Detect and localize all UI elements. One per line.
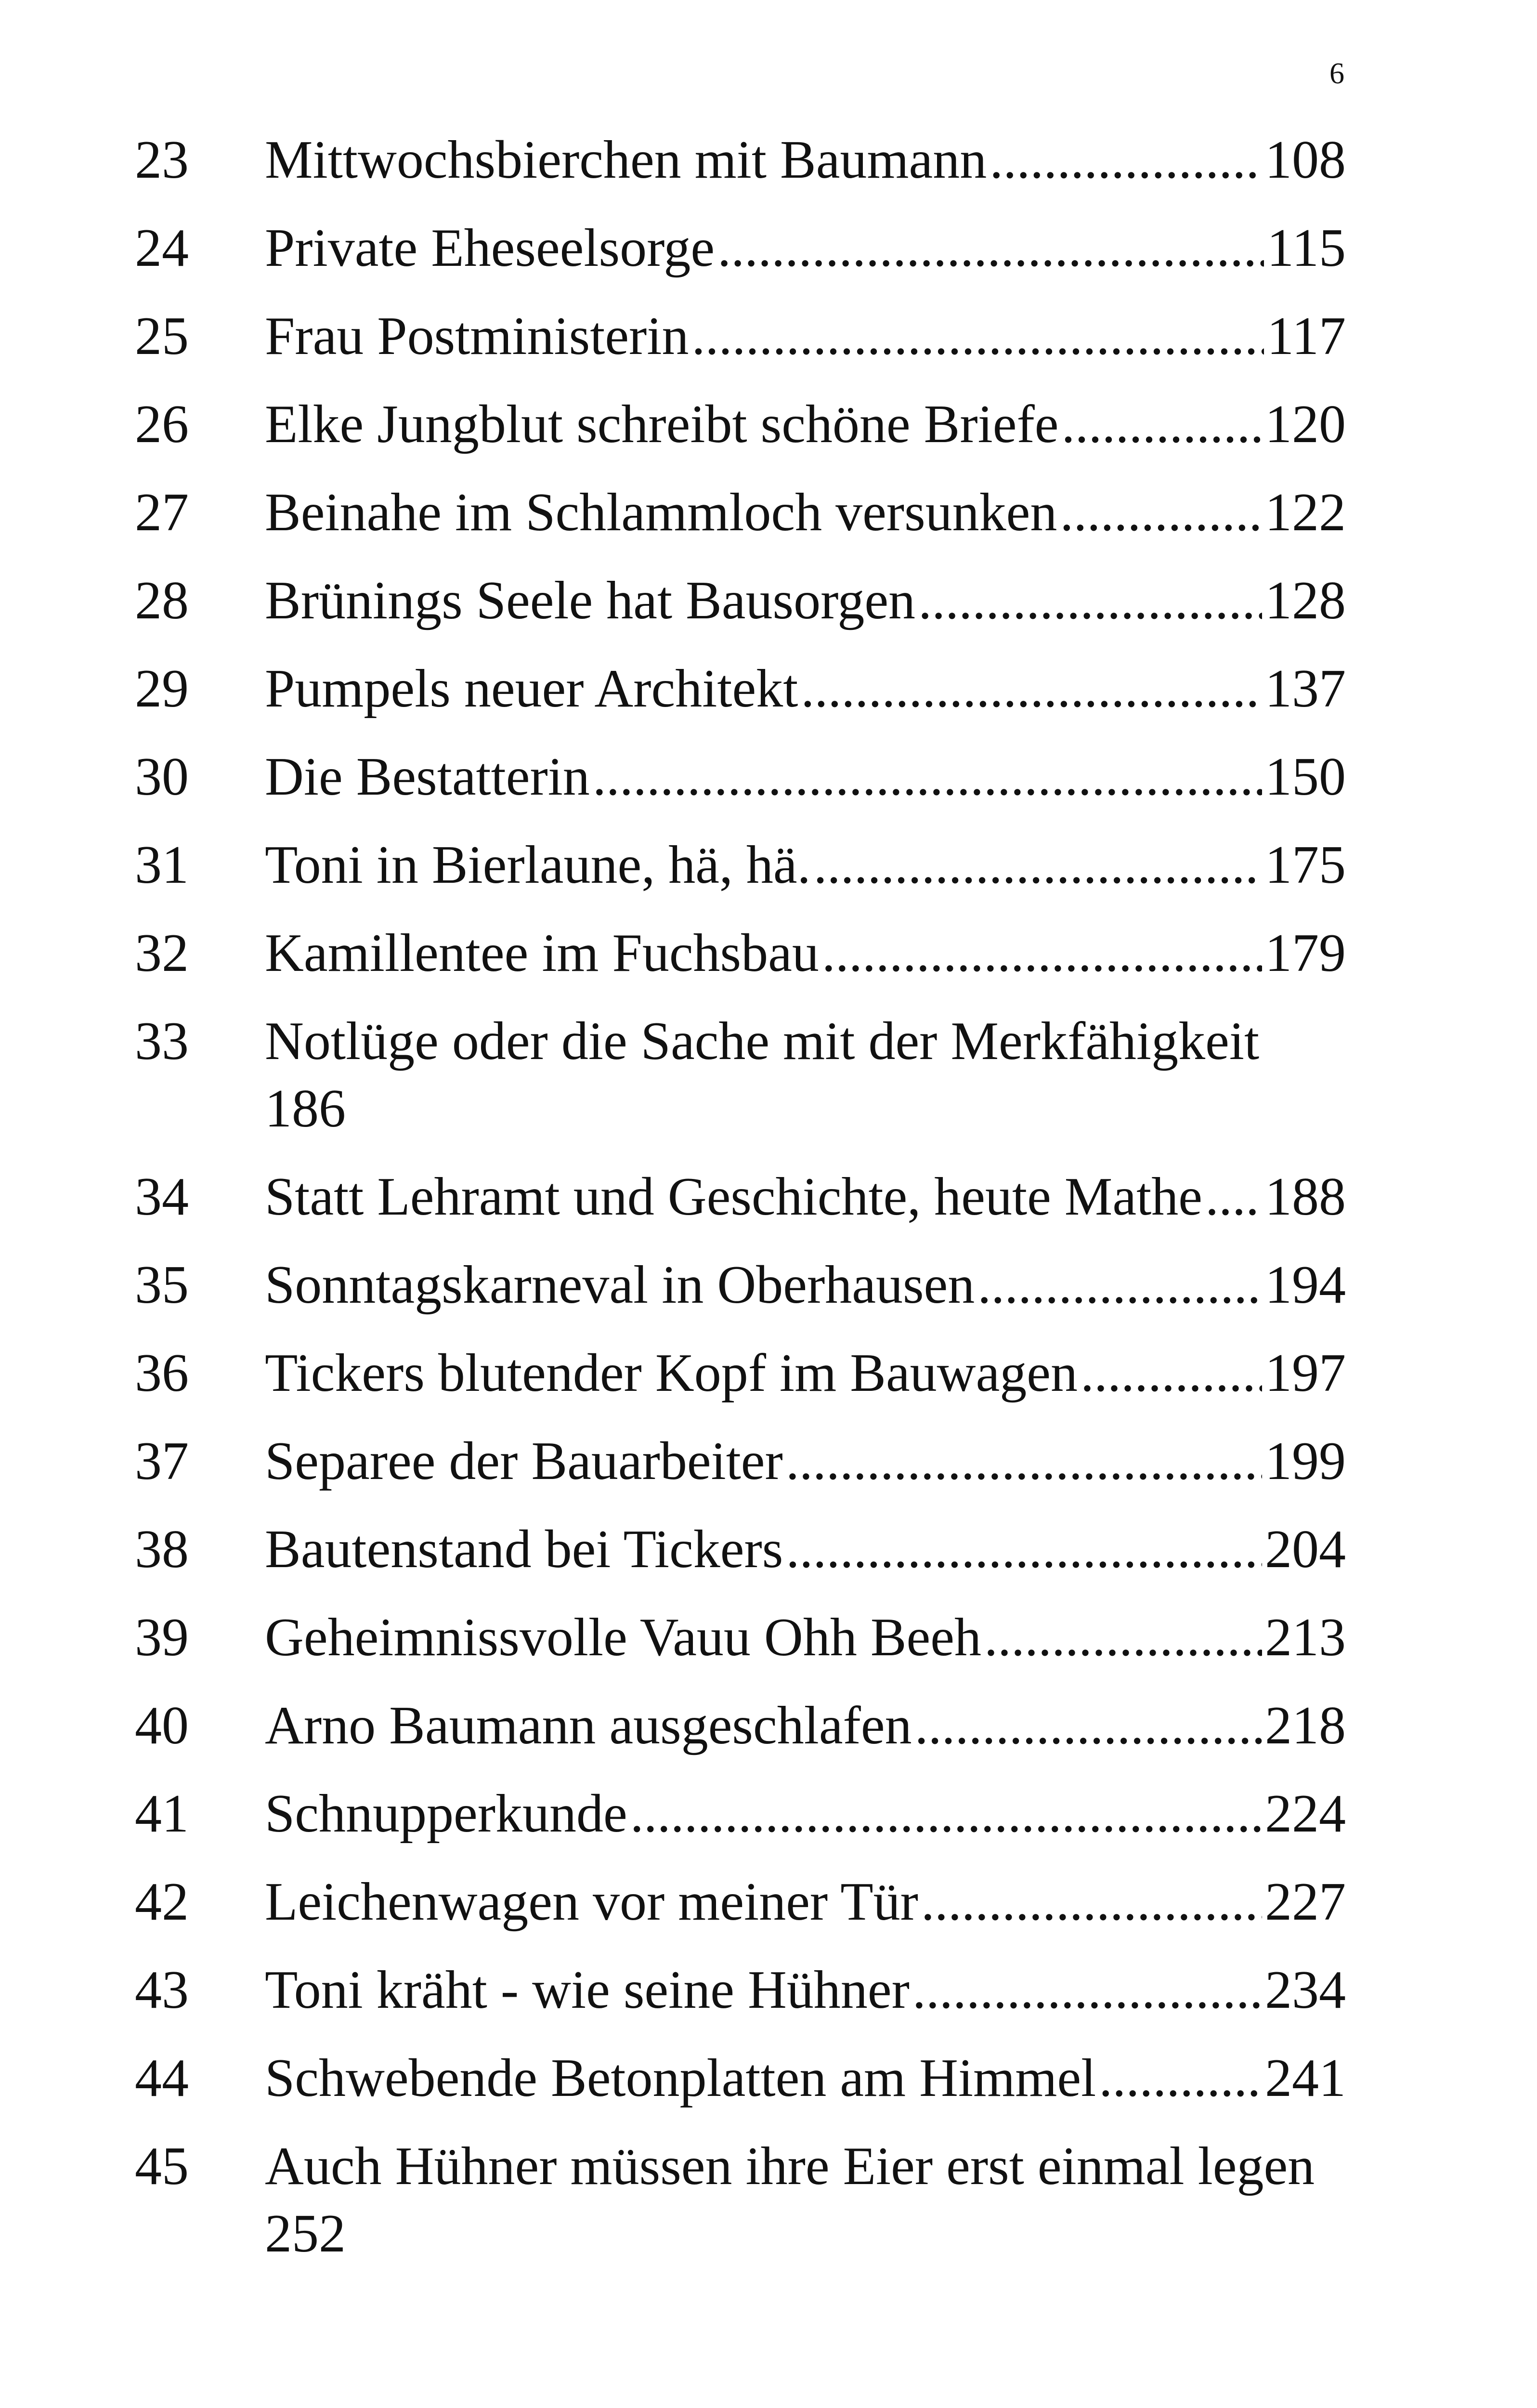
page-number: 6 <box>1329 57 1344 90</box>
toc-entry <box>135 391 1346 458</box>
toc-entry <box>135 479 1346 546</box>
chapter-title: Die Bestatterin <box>265 747 590 807</box>
toc-entry <box>135 1780 1346 1847</box>
chapter-number: 42 <box>135 1872 189 1932</box>
chapter-page-number: 120 <box>1265 394 1346 454</box>
chapter-title: Statt Lehramt und Geschichte, heute Mathe <box>265 1167 1202 1227</box>
chapter-number: 41 <box>135 1784 189 1844</box>
chapter-page-number: 117 <box>1267 306 1346 366</box>
chapter-title: Bautenstand bei Tickers <box>265 1519 783 1579</box>
chapter-title: Beinahe im Schlammloch versunken <box>265 483 1057 542</box>
chapter-entry-body <box>265 831 1346 899</box>
chapter-page-number: 137 <box>1265 659 1346 719</box>
chapter-entry-body <box>265 1692 1346 1759</box>
dot-leader <box>630 1780 1262 1847</box>
chapter-title: Toni kräht - wie seine Hühner <box>265 1960 910 2020</box>
toc-entry <box>135 1163 1346 1230</box>
chapter-title: Arno Baumann ausgeschlafen <box>265 1696 912 1755</box>
chapter-entry-body <box>265 1163 1346 1230</box>
chapter-title: Private Eheseelsorge <box>265 218 715 278</box>
chapter-page-number: 252 <box>265 2204 346 2264</box>
chapter-number: 26 <box>135 394 189 454</box>
toc-entry <box>135 214 1346 282</box>
chapter-number: 45 <box>135 2136 189 2196</box>
chapter-number: 39 <box>135 1608 189 1667</box>
chapter-title: Notlüge oder die Sache mit der Merkfähigkeit <box>265 1011 1260 1071</box>
chapter-title: Pumpels neuer Architekt <box>265 659 798 719</box>
toc-entry <box>135 1516 1346 1583</box>
chapter-number: 43 <box>135 1960 189 2020</box>
toc-entry <box>135 1427 1346 1495</box>
toc-entry <box>135 1956 1346 2024</box>
chapter-title: Mittwochsbierchen mit Baumann <box>265 130 987 190</box>
toc-entry <box>135 2044 1346 2112</box>
chapter-page-number: 213 <box>1265 1608 1346 1667</box>
toc-entry <box>135 1604 1346 1671</box>
dot-leader <box>1061 391 1262 458</box>
toc-entry <box>135 126 1346 194</box>
dot-leader <box>717 214 1264 282</box>
chapter-title: Schnupperkunde <box>265 1784 627 1844</box>
toc-entry <box>135 2133 1346 2267</box>
dot-leader <box>1081 1339 1262 1407</box>
chapter-title: Schwebende Betonplatten am Himmel <box>265 2048 1096 2108</box>
toc-entry <box>135 743 1346 811</box>
chapter-page-number: 188 <box>1265 1167 1346 1227</box>
chapter-entry-body <box>265 479 1346 546</box>
chapter-page-number: 204 <box>1265 1519 1346 1579</box>
chapter-number: 38 <box>135 1519 189 1579</box>
dot-leader <box>977 1251 1262 1319</box>
dot-leader <box>915 1692 1262 1759</box>
chapter-number: 36 <box>135 1343 189 1403</box>
chapter-entry-body <box>265 1868 1346 1936</box>
chapter-entry-body <box>265 1516 1346 1583</box>
chapter-entry-body <box>265 1251 1346 1319</box>
dot-leader <box>822 919 1262 987</box>
dot-leader <box>1060 479 1262 546</box>
chapter-page-number: 224 <box>1265 1784 1346 1844</box>
chapter-entry-body <box>265 302 1346 370</box>
toc-entry <box>135 655 1346 722</box>
chapter-title: Frau Postministerin <box>265 306 689 366</box>
chapter-number: 34 <box>135 1167 189 1227</box>
chapter-entry-body <box>265 1008 1346 1142</box>
chapter-page-number: 234 <box>1265 1960 1346 2020</box>
chapter-title: Brünings Seele hat Bausorgen <box>265 571 916 630</box>
chapter-entry-body <box>265 391 1346 458</box>
chapter-number: 25 <box>135 306 189 366</box>
chapter-number: 33 <box>135 1011 189 1071</box>
chapter-page-number: 241 <box>1265 2048 1346 2108</box>
dot-leader <box>593 743 1262 811</box>
chapter-number: 30 <box>135 747 189 807</box>
chapter-entry-body <box>265 1339 1346 1407</box>
chapter-page-number: 122 <box>1265 483 1346 542</box>
chapter-page-number: 199 <box>1265 1431 1346 1491</box>
toc-entry <box>135 302 1346 370</box>
chapter-number: 40 <box>135 1696 189 1755</box>
chapter-entry-body <box>265 2133 1346 2267</box>
chapter-number: 31 <box>135 835 189 895</box>
dot-leader <box>786 1516 1262 1583</box>
dot-leader <box>801 655 1262 722</box>
chapter-number: 32 <box>135 923 189 983</box>
dot-leader <box>912 1956 1262 2024</box>
dot-leader <box>786 1427 1262 1495</box>
chapter-entry-body <box>265 743 1346 811</box>
chapter-page-number: 150 <box>1265 747 1346 807</box>
chapter-entry-body <box>265 126 1346 194</box>
chapter-number: 35 <box>135 1255 189 1315</box>
toc-entry <box>135 831 1346 899</box>
chapter-page-number: 186 <box>265 1079 346 1139</box>
chapter-number: 28 <box>135 571 189 630</box>
chapter-number: 27 <box>135 483 189 542</box>
toc-entry <box>135 919 1346 987</box>
table-of-contents <box>135 126 1346 2288</box>
chapter-entry-body <box>265 2044 1346 2112</box>
chapter-page-number: 197 <box>1265 1343 1346 1403</box>
toc-entry <box>135 1008 1346 1142</box>
chapter-number: 44 <box>135 2048 189 2108</box>
chapter-entry-body <box>265 1604 1346 1671</box>
toc-entry <box>135 1692 1346 1759</box>
chapter-title: Toni in Bierlaune, hä, hä. <box>265 835 811 895</box>
dot-leader <box>921 1868 1262 1936</box>
chapter-number: 37 <box>135 1431 189 1491</box>
chapter-entry-body <box>265 1427 1346 1495</box>
dot-leader <box>984 1604 1262 1671</box>
chapter-entry-body <box>265 214 1346 282</box>
chapter-entry-body <box>265 1956 1346 2024</box>
dot-leader <box>814 831 1262 899</box>
dot-leader <box>918 567 1262 634</box>
chapter-page-number: 218 <box>1265 1696 1346 1755</box>
chapter-title: Auch Hühner müssen ihre Eier erst einmal legen <box>265 2136 1315 2196</box>
chapter-page-number: 194 <box>1265 1255 1346 1315</box>
chapter-page-number: 115 <box>1267 218 1346 278</box>
chapter-page-number: 227 <box>1265 1872 1346 1932</box>
chapter-entry-body <box>265 655 1346 722</box>
dot-leader <box>691 302 1264 370</box>
toc-entry <box>135 1251 1346 1319</box>
chapter-number: 29 <box>135 659 189 719</box>
chapter-entry-body <box>265 567 1346 634</box>
chapter-page-number: 175 <box>1265 835 1346 895</box>
toc-entry <box>135 1868 1346 1936</box>
chapter-page-number: 128 <box>1265 571 1346 630</box>
chapter-entry-body <box>265 919 1346 987</box>
dot-leader <box>1099 2044 1262 2112</box>
chapter-number: 24 <box>135 218 189 278</box>
chapter-title: Sonntagskarneval in Oberhausen <box>265 1255 975 1315</box>
dot-leader <box>990 126 1262 194</box>
dot-leader <box>1205 1163 1262 1230</box>
chapter-number: 23 <box>135 130 189 190</box>
chapter-title: Kamillentee im Fuchsbau <box>265 923 819 983</box>
chapter-title: Leichenwagen vor meiner Tür <box>265 1872 918 1932</box>
chapter-entry-body <box>265 1780 1346 1847</box>
chapter-title: Elke Jungblut schreibt schöne Briefe <box>265 394 1059 454</box>
chapter-title: Geheimnissvolle Vauu Ohh Beeh <box>265 1608 981 1667</box>
toc-entry <box>135 1339 1346 1407</box>
chapter-page-number: 179 <box>1265 923 1346 983</box>
chapter-title: Tickers blutender Kopf im Bauwagen <box>265 1343 1078 1403</box>
chapter-page-number: 108 <box>1265 130 1346 190</box>
toc-entry <box>135 567 1346 634</box>
chapter-title: Separee der Bauarbeiter <box>265 1431 783 1491</box>
